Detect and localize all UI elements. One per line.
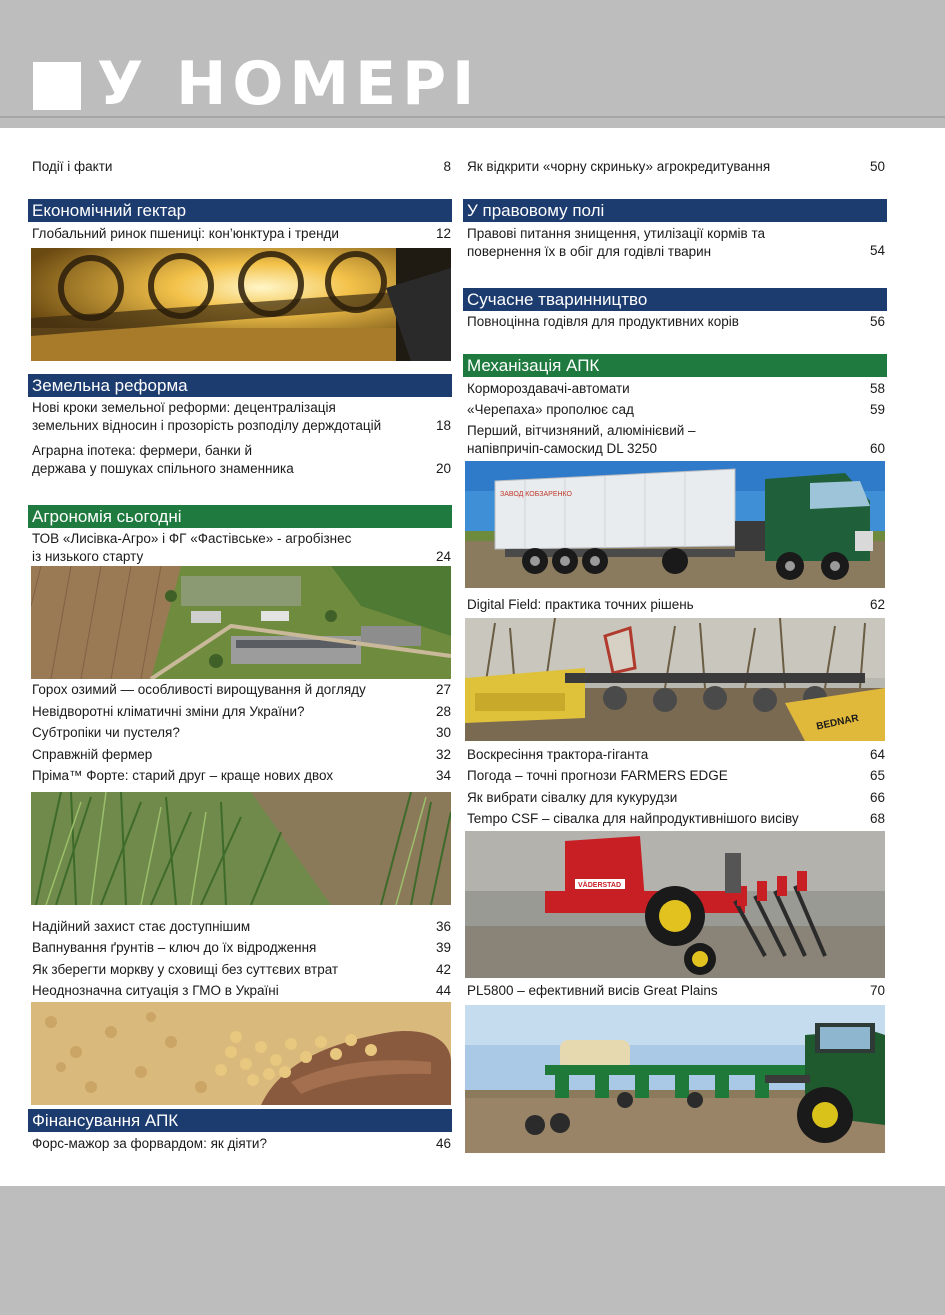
toc-entry-title: Як вибрати сівалку для кукурудзи	[467, 790, 678, 805]
toc-entry-title: ТОВ «Лисівка-Агро» і ФГ «Фастівське» - агробізнес із низького старту	[32, 531, 352, 564]
toc-entry-title: Нові кроки земельної реформи: децентралізація земельних відносин і прозорість розподілу держдотацій	[32, 400, 382, 433]
toc-entry[interactable]	[32, 225, 451, 243]
toc-entry[interactable]	[467, 789, 885, 807]
toc-entry-page: 27	[435, 682, 451, 697]
section-heading-land: Земельна реформа	[28, 374, 452, 397]
toc-entry-title: Кормороздавачі-автомати	[467, 381, 630, 396]
crop-photo	[31, 792, 451, 905]
toc-entry-page: 34	[435, 768, 451, 783]
toc-entry-page: 30	[435, 725, 451, 740]
toc-entry-title: Погода – точні прогнози FARMERS EDGE	[467, 768, 728, 783]
toc-entry-page: 66	[869, 790, 885, 805]
toc-entry-page: 54	[869, 243, 885, 258]
seeder-photo	[465, 831, 885, 978]
trailer-brand-text: ЗАВОД КОБЗАРЕНКО	[500, 491, 573, 498]
toc-entry-page: 50	[869, 159, 885, 174]
toc-entry[interactable]	[467, 810, 885, 828]
section-heading-econ: Економічний гектар	[28, 199, 452, 222]
toc-entry-page: 70	[869, 983, 885, 998]
toc-entry-title: Пріма™ Форте: старий друг – краще нових двох	[32, 768, 334, 783]
toc-entry-page: 44	[435, 983, 451, 998]
section-heading-livestock: Сучасне тваринництво	[463, 288, 887, 311]
farm-aerial-photo	[31, 566, 451, 679]
planter-tractor-photo	[465, 1005, 885, 1153]
toc-entry[interactable]	[467, 746, 885, 764]
toc-entry[interactable]	[32, 746, 451, 764]
toc-entry[interactable]	[32, 399, 451, 435]
toc-entry-page: 68	[869, 811, 885, 826]
toc-entry[interactable]	[467, 596, 885, 614]
toc-entry-title: PL5800 – ефективний висів Great Plains	[467, 983, 718, 998]
toc-entry-title: Субтропіки чи пустеля?	[32, 725, 180, 740]
section-heading-agro: Агрономія сьогодні	[28, 505, 452, 528]
toc-entry-title: Надійний захист стає доступнішим	[32, 919, 251, 934]
toc-entry-page: 58	[869, 381, 885, 396]
toc-entry[interactable]	[32, 681, 451, 699]
toc-entry-page: 65	[869, 768, 885, 783]
toc-entry-title: Неоднозначна ситуація з ГМО в Україні	[32, 983, 279, 998]
truck-trailer-photo	[465, 461, 885, 588]
toc-entry-page: 18	[435, 418, 451, 433]
toc-entry-page: 32	[435, 747, 451, 762]
toc-entry[interactable]	[32, 767, 451, 785]
toc-entry[interactable]	[32, 703, 451, 721]
toc-entry-title: Tempo CSF – сівалка для найпродуктивнішого висіву	[467, 811, 799, 826]
toc-entry-title: Форс-мажор за форвардом: як діяти?	[32, 1136, 267, 1151]
toc-entry-page: 36	[435, 919, 451, 934]
toc-entry-title: Горох озимий — особливості вирощування й догляду	[32, 682, 366, 697]
toc-entry[interactable]	[32, 939, 451, 957]
toc-entry-page: 8	[443, 159, 451, 174]
toc-entry-title: Digital Field: практика точних рішень	[467, 597, 694, 612]
toc-entry-page: 24	[435, 549, 451, 564]
footer-band	[0, 1186, 945, 1315]
toc-entry-title: Справжній фермер	[32, 747, 153, 762]
toc-entry-page: 28	[435, 704, 451, 719]
toc-entry-page: 42	[435, 962, 451, 977]
toc-entry-page: 12	[435, 226, 451, 241]
toc-entry[interactable]	[32, 158, 451, 176]
toc-entry-title: Невідворотні кліматичні зміни для України?	[32, 704, 305, 719]
toc-entry[interactable]	[467, 225, 885, 261]
toc-entry[interactable]	[467, 158, 885, 176]
toc-entry-title: Воскресіння трактора-гіганта	[467, 747, 649, 762]
section-heading-mech: Механізація АПК	[463, 354, 887, 377]
harvester-photo	[31, 248, 451, 361]
toc-entry-title: Як зберегти моркву у сховищі без суттєвих втрат	[32, 962, 339, 977]
toc-entry-title: «Черепаха» прополює сад	[467, 402, 634, 417]
toc-entry[interactable]	[467, 380, 885, 398]
cultivator-photo	[465, 618, 885, 741]
toc-entry[interactable]	[32, 918, 451, 936]
toc-entry[interactable]	[467, 313, 885, 331]
toc-entry-page: 56	[869, 314, 885, 329]
toc-entry-title: Аграрна іпотека: фермери, банки й держава у пошуках спільного знаменника	[32, 443, 294, 476]
toc-entry[interactable]	[32, 961, 451, 979]
toc-entry[interactable]	[32, 982, 451, 1000]
toc-entry-title: Перший, вітчизняний, алюмінієвий – напівпричіп-самоскид DL 3250	[467, 423, 696, 456]
seeder-brand-text: VÄDERSTAD	[578, 882, 622, 889]
toc-entry[interactable]	[467, 767, 885, 785]
toc-entry[interactable]	[32, 1135, 451, 1153]
toc-entry[interactable]	[467, 401, 885, 419]
toc-entry-page: 64	[869, 747, 885, 762]
toc-entry-page: 20	[435, 461, 451, 476]
toc-entry-page: 46	[435, 1136, 451, 1151]
soybeans-photo	[31, 1002, 451, 1105]
cultivator-brand-text: BEDNAR	[815, 712, 860, 733]
toc-entry[interactable]	[467, 422, 885, 458]
toc-entry-title: Правові питання знищення, утилізації кормів та повернення їх в обіг для годівлі тварин	[467, 226, 766, 259]
toc-entry-title: Повноцінна годівля для продуктивних корів	[467, 314, 739, 329]
toc-entry-page: 62	[869, 597, 885, 612]
toc-entry[interactable]	[32, 442, 451, 478]
toc-entry-page: 60	[869, 441, 885, 456]
toc-entry-title: Глобальний ринок пшениці: кон’юнктура і тренди	[32, 226, 339, 241]
toc-entry-page: 59	[869, 402, 885, 417]
toc-entry[interactable]	[32, 530, 451, 566]
section-heading-legal: У правовому полі	[463, 199, 887, 222]
title-square-icon	[33, 62, 81, 110]
page-title: У НОМЕРІ	[97, 49, 481, 119]
toc-entry-title: Вапнування ґрунтів – ключ до їх відродження	[32, 940, 317, 955]
section-heading-finance: Фінансування АПК	[28, 1109, 452, 1132]
toc-entry[interactable]	[467, 982, 885, 1000]
toc-entry-title: Події і факти	[32, 159, 113, 174]
toc-entry-title: Як відкрити «чорну скриньку» агрокредитування	[467, 159, 771, 174]
toc-entry-page: 39	[435, 940, 451, 955]
toc-entry[interactable]	[32, 724, 451, 742]
